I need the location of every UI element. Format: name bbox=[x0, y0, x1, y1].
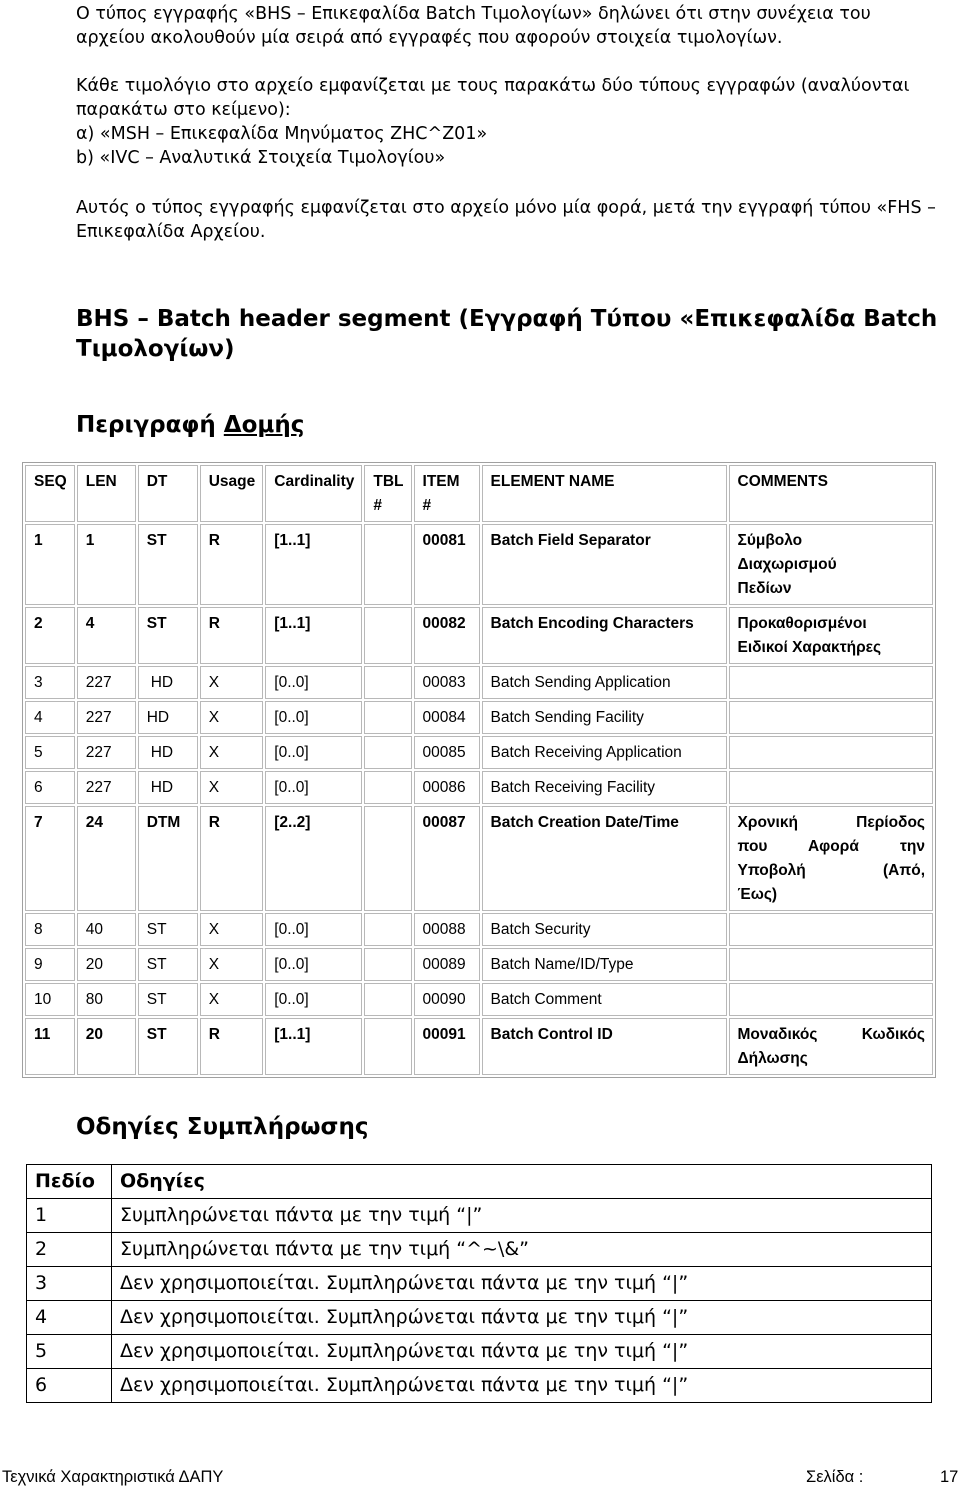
cell-instruction: Δεν χρησιμοποιείται. Συμπληρώνεται πάντα με την τιμή “|” bbox=[112, 1267, 932, 1301]
cell-element-name: Batch Comment bbox=[482, 983, 727, 1016]
cell-field: 5 bbox=[27, 1335, 112, 1369]
intro-paragraph-2 bbox=[76, 74, 956, 170]
cell-instruction: Δεν χρησιμοποιείται. Συμπληρώνεται πάντα με την τιμή “|” bbox=[112, 1369, 932, 1403]
segment-title-line: BHS – Batch header segment (Εγγραφή Τύπου «Επικεφαλίδα Batch bbox=[76, 306, 938, 332]
cell-dt: ST bbox=[138, 524, 198, 605]
cell-element-name: Batch Sending Facility bbox=[482, 701, 727, 734]
table-row bbox=[25, 806, 933, 911]
cell-tbl bbox=[364, 983, 411, 1016]
cell-item: 00085 bbox=[414, 736, 480, 769]
instructions-row bbox=[27, 1267, 932, 1301]
cell-seq: 11 bbox=[25, 1018, 75, 1075]
table-row bbox=[25, 771, 933, 804]
cell-field: 1 bbox=[27, 1199, 112, 1233]
cell-cardinality: [0..0] bbox=[265, 736, 362, 769]
cell-element-name: Batch Field Separator bbox=[482, 524, 727, 605]
structure-heading bbox=[76, 410, 304, 440]
cell-usage: R bbox=[200, 524, 264, 605]
cell-comments bbox=[729, 1018, 933, 1075]
cell-comments bbox=[729, 736, 933, 769]
cell-len: 20 bbox=[77, 1018, 136, 1075]
cell-dt: DTM bbox=[138, 806, 198, 911]
cell-comments bbox=[729, 666, 933, 699]
cell-seq: 3 bbox=[25, 666, 75, 699]
table-row bbox=[25, 701, 933, 734]
footer-document-title: Τεχνικά Χαρακτηριστικά ΔΑΠΥ bbox=[2, 1468, 224, 1486]
comment-line: Διαχωρισμού bbox=[737, 556, 837, 573]
table-row bbox=[25, 607, 933, 664]
cell-comments bbox=[729, 983, 933, 1016]
intro-paragraph-1 bbox=[76, 2, 956, 50]
cell-element-name: Batch Sending Application bbox=[482, 666, 727, 699]
cell-len: 1 bbox=[77, 524, 136, 605]
cell-usage: X bbox=[200, 771, 264, 804]
cell-cardinality: [0..0] bbox=[265, 701, 362, 734]
cell-tbl bbox=[364, 913, 411, 946]
cell-comments bbox=[729, 524, 933, 605]
cell-tbl bbox=[364, 701, 411, 734]
cell-dt: HD bbox=[138, 701, 198, 734]
cell-usage: R bbox=[200, 806, 264, 911]
cell-comments bbox=[729, 913, 933, 946]
cell-dt: ST bbox=[138, 607, 198, 664]
list-item-b: b) «IVC – Αναλυτικά Στοιχεία Τιμολογίου» bbox=[76, 148, 446, 168]
cell-tbl bbox=[364, 666, 411, 699]
cell-element-name: Batch Creation Date/Time bbox=[482, 806, 727, 911]
cell-cardinality: [1..1] bbox=[265, 607, 362, 664]
instructions-heading: Οδηγίες Συμπλήρωσης bbox=[76, 1114, 369, 1140]
header-comments: COMMENTS bbox=[729, 465, 933, 522]
cell-dt: HD bbox=[138, 771, 198, 804]
cell-comments bbox=[729, 607, 933, 664]
cell-len: 24 bbox=[77, 806, 136, 911]
instructions-header-row bbox=[27, 1165, 932, 1199]
cell-comments bbox=[729, 806, 933, 911]
cell-field: 3 bbox=[27, 1267, 112, 1301]
cell-element-name: Batch Receiving Application bbox=[482, 736, 727, 769]
header-element-name: ELEMENT NAME bbox=[482, 465, 727, 522]
footer-page-label: Σελίδα : bbox=[806, 1468, 864, 1486]
cell-cardinality: [2..2] bbox=[265, 806, 362, 911]
instructions-row bbox=[27, 1301, 932, 1335]
cell-tbl bbox=[364, 806, 411, 911]
cell-element-name: Batch Encoding Characters bbox=[482, 607, 727, 664]
cell-comments bbox=[729, 948, 933, 981]
table-row bbox=[25, 1018, 933, 1075]
cell-dt: ST bbox=[138, 983, 198, 1016]
cell-element-name: Batch Security bbox=[482, 913, 727, 946]
comment-line: Σύμβολο bbox=[737, 532, 803, 549]
cell-seq: 10 bbox=[25, 983, 75, 1016]
cell-field: 2 bbox=[27, 1233, 112, 1267]
cell-usage: X bbox=[200, 948, 264, 981]
cell-seq: 9 bbox=[25, 948, 75, 981]
cell-len: 20 bbox=[77, 948, 136, 981]
segment-title bbox=[76, 304, 937, 364]
intro-line: αρχείου ακολουθούν μία σειρά από εγγραφές που αφορούν στοιχεία τιμολογίων. bbox=[76, 28, 783, 48]
cell-cardinality: [0..0] bbox=[265, 983, 362, 1016]
intro-line: Κάθε τιμολόγιο στο αρχείο εμφανίζεται με τους παρακάτω δύο τύπους εγγραφών (αναλύονται bbox=[76, 76, 910, 96]
cell-item: 00084 bbox=[414, 701, 480, 734]
header-dt: DT bbox=[138, 465, 198, 522]
cell-tbl bbox=[364, 524, 411, 605]
cell-item: 00090 bbox=[414, 983, 480, 1016]
header-field: Πεδίο bbox=[27, 1165, 112, 1199]
cell-item: 00088 bbox=[414, 913, 480, 946]
cell-seq: 2 bbox=[25, 607, 75, 664]
instructions-row bbox=[27, 1233, 932, 1267]
header-cardinality: Cardinality bbox=[265, 465, 362, 522]
cell-usage: X bbox=[200, 736, 264, 769]
cell-dt: ST bbox=[138, 1018, 198, 1075]
footer-page-number: 17 bbox=[940, 1468, 959, 1486]
cell-usage: X bbox=[200, 666, 264, 699]
cell-dt: ST bbox=[138, 913, 198, 946]
list-item-a: α) «MSH – Επικεφαλίδα Μηνύματος ZHC^Z01» bbox=[76, 124, 488, 144]
instructions-table bbox=[26, 1164, 932, 1403]
cell-item: 00083 bbox=[414, 666, 480, 699]
cell-seq: 5 bbox=[25, 736, 75, 769]
comment-line: Ειδικοί Χαρακτήρες bbox=[737, 639, 882, 656]
intro-line: παρακάτω στο κείμενο): bbox=[76, 100, 291, 120]
cell-seq: 1 bbox=[25, 524, 75, 605]
cell-tbl bbox=[364, 607, 411, 664]
comment-line: που Αφορά την bbox=[737, 838, 925, 855]
cell-len: 227 bbox=[77, 701, 136, 734]
table-row bbox=[25, 983, 933, 1016]
header-tbl-line1: TBL bbox=[373, 473, 404, 490]
cell-item: 00087 bbox=[414, 806, 480, 911]
table-row bbox=[25, 913, 933, 946]
cell-comments bbox=[729, 771, 933, 804]
structure-heading-part2: Δομής bbox=[223, 412, 305, 438]
cell-seq: 7 bbox=[25, 806, 75, 911]
cell-usage: R bbox=[200, 607, 264, 664]
intro-line: Αυτός ο τύπος εγγραφής εμφανίζεται στο αρχείο μόνο μία φορά, μετά την εγγραφή τύπου «FHS – bbox=[76, 198, 936, 218]
cell-field: 6 bbox=[27, 1369, 112, 1403]
cell-cardinality: [0..0] bbox=[265, 771, 362, 804]
intro-paragraph-3 bbox=[76, 196, 956, 244]
cell-item: 00081 bbox=[414, 524, 480, 605]
table-header-row bbox=[25, 465, 933, 522]
cell-instruction: Δεν χρησιμοποιείται. Συμπληρώνεται πάντα με την τιμή “|” bbox=[112, 1301, 932, 1335]
table-row bbox=[25, 736, 933, 769]
cell-seq: 8 bbox=[25, 913, 75, 946]
cell-usage: X bbox=[200, 913, 264, 946]
cell-tbl bbox=[364, 736, 411, 769]
table-row bbox=[25, 666, 933, 699]
cell-usage: X bbox=[200, 983, 264, 1016]
comment-line: Προκαθορισμένοι bbox=[737, 615, 867, 632]
cell-dt: HD bbox=[138, 736, 198, 769]
header-item: ITEM # bbox=[414, 465, 480, 522]
cell-len: 227 bbox=[77, 666, 136, 699]
cell-cardinality: [1..1] bbox=[265, 524, 362, 605]
cell-instruction: Συμπληρώνεται πάντα με την τιμή “|” bbox=[112, 1199, 932, 1233]
cell-len: 40 bbox=[77, 913, 136, 946]
header-instructions: Οδηγίες bbox=[112, 1165, 932, 1199]
cell-len: 4 bbox=[77, 607, 136, 664]
comment-line: Μοναδικός Κωδικός bbox=[737, 1026, 925, 1043]
cell-item: 00091 bbox=[414, 1018, 480, 1075]
comment-line: Έως) bbox=[737, 886, 778, 903]
cell-usage: X bbox=[200, 701, 264, 734]
cell-element-name: Batch Receiving Facility bbox=[482, 771, 727, 804]
cell-usage: R bbox=[200, 1018, 264, 1075]
cell-cardinality: [0..0] bbox=[265, 948, 362, 981]
cell-item: 00082 bbox=[414, 607, 480, 664]
cell-comments bbox=[729, 701, 933, 734]
cell-item: 00086 bbox=[414, 771, 480, 804]
table-row bbox=[25, 948, 933, 981]
header-tbl-line2: # bbox=[373, 497, 382, 514]
instructions-row bbox=[27, 1335, 932, 1369]
comment-line: Πεδίων bbox=[737, 580, 792, 597]
instructions-row bbox=[27, 1369, 932, 1403]
cell-item: 00089 bbox=[414, 948, 480, 981]
cell-field: 4 bbox=[27, 1301, 112, 1335]
cell-dt: HD bbox=[138, 666, 198, 699]
comment-line: Δήλωσης bbox=[737, 1050, 808, 1067]
segment-structure-table bbox=[22, 462, 936, 1078]
cell-seq: 4 bbox=[25, 701, 75, 734]
cell-instruction: Δεν χρησιμοποιείται. Συμπληρώνεται πάντα με την τιμή “|” bbox=[112, 1335, 932, 1369]
header-len: LEN bbox=[77, 465, 136, 522]
header-usage: Usage bbox=[200, 465, 264, 522]
comment-line: Χρονική Περίοδος bbox=[737, 814, 925, 831]
cell-cardinality: [0..0] bbox=[265, 666, 362, 699]
table-row bbox=[25, 524, 933, 605]
structure-heading-part1: Περιγραφή bbox=[76, 412, 224, 438]
header-tbl bbox=[364, 465, 411, 522]
cell-dt: ST bbox=[138, 948, 198, 981]
cell-len: 227 bbox=[77, 736, 136, 769]
cell-cardinality: [1..1] bbox=[265, 1018, 362, 1075]
cell-tbl bbox=[364, 771, 411, 804]
intro-line: Επικεφαλίδα Αρχείου. bbox=[76, 222, 266, 242]
instructions-row bbox=[27, 1199, 932, 1233]
cell-seq: 6 bbox=[25, 771, 75, 804]
cell-tbl bbox=[364, 1018, 411, 1075]
cell-instruction: Συμπληρώνεται πάντα με την τιμή “^~\&” bbox=[112, 1233, 932, 1267]
comment-line: Υποβολή (Από, bbox=[737, 862, 925, 879]
header-seq: SEQ bbox=[25, 465, 75, 522]
cell-len: 227 bbox=[77, 771, 136, 804]
cell-element-name: Batch Control ID bbox=[482, 1018, 727, 1075]
cell-len: 80 bbox=[77, 983, 136, 1016]
cell-element-name: Batch Name/ID/Type bbox=[482, 948, 727, 981]
cell-cardinality: [0..0] bbox=[265, 913, 362, 946]
cell-tbl bbox=[364, 948, 411, 981]
intro-line: Ο τύπος εγγραφής «BHS – Επικεφαλίδα Batch Τιμολογίων» δηλώνει ότι στην συνέχεια του bbox=[76, 4, 871, 24]
segment-title-line: Τιμολογίων) bbox=[76, 336, 235, 362]
